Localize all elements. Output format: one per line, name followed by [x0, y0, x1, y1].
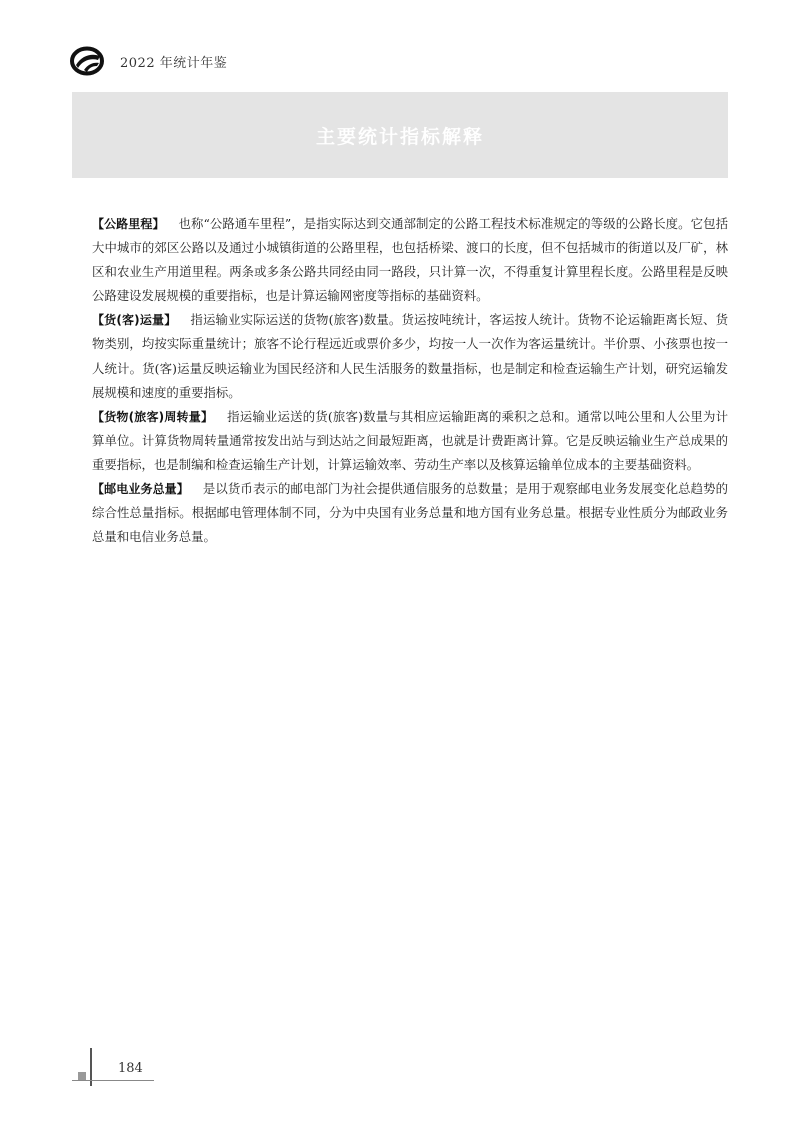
definition-entry-freight-passenger-volume: [92, 308, 728, 404]
footer-horizontal-rule: [72, 1080, 154, 1081]
footer-square-marker: [78, 1072, 86, 1080]
definition-text: 指运输业运送的货(旅客)数量与其相应运输距离的乘积之总和。通常以吨公里和人公里为计算单位。计算货物周转量通常按发出站与到达站之间最短距离，也就是计费距离计算。它是反映运输业生产总成果的重要指标，也是制编和检查运输生产计划，计算运输效率、劳动生产率以及核算运输单位成本的主要基础资料。: [92, 408, 728, 472]
definition-entry-post-telecom-volume: [92, 477, 728, 549]
definition-entry-turnover-volume: [92, 405, 728, 477]
page-number: 184: [118, 1061, 143, 1076]
section-title: 主要统计指标解释: [315, 125, 484, 148]
definition-entry-highway-mileage: [92, 212, 728, 308]
definition-term: 【邮电业务总量】: [92, 482, 189, 497]
definitions-content: [92, 212, 728, 549]
page-header: [70, 44, 227, 78]
section-banner: [72, 92, 728, 178]
definition-text: 也称“公路通车里程”，是指实际达到交通部制定的公路工程技术标准规定的等级的公路长度。它包括大中城市的郊区公路以及通过小城镇街道的公路里程，也包括桥梁、渡口的长度，但不包括城市的街道以及厂矿，林区和农业生产用道里程。两条或多条公路共同经由同一路段，只计算一次，不得重复计算里程长度。公路里程是反映公路建设发展规模的重要指标，也是计算运输网密度等指标的基础资料。: [92, 216, 728, 304]
definition-text: 是以货币表示的邮电部门为社会提供通信服务的总数量；是用于观察邮电业务发展变化总趋势的综合性总量指标。根据邮电管理体制不同，分为中央国有业务总量和地方国有业务总量。根据专业性质分为邮政业务总量和电信业务总量。: [92, 481, 728, 545]
definition-term: 【货(客)运量】: [92, 313, 177, 328]
statistics-logo-icon: [70, 46, 104, 76]
definition-term: 【货物(旅客)周转量】: [92, 409, 214, 424]
yearbook-title: 2022 年统计年鉴: [120, 55, 228, 71]
definition-text: 指运输业实际运送的货物(旅客)数量。货运按吨统计，客运按人统计。货物不论运输距离长短、货物类别，均按实际重量统计；旅客不论行程远近或票价多少，均按一人一次作为客运量统计。半价票、小孩票也按一人统计。货(客)运量反映运输业为国民经济和人民生活服务的数量指标，也是制定和检查运输生产计划，研究运输发展规模和速度的重要指标。: [92, 312, 728, 400]
definition-term: 【公路里程】: [92, 217, 165, 231]
